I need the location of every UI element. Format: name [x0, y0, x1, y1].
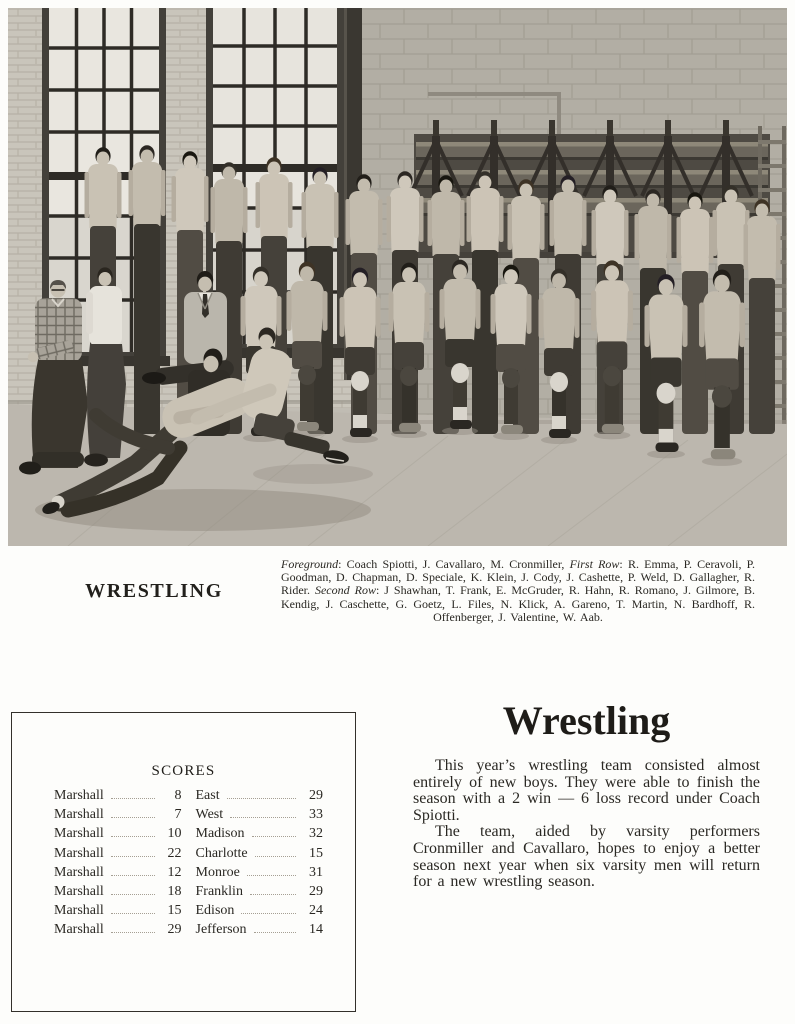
- team-name: Marshall: [54, 826, 104, 842]
- score-pair-right: [196, 901, 324, 920]
- opponent-name: Monroe: [195, 864, 240, 880]
- dotted-leader: [111, 932, 155, 933]
- photo-caption-names: [281, 558, 755, 624]
- dotted-leader: [230, 817, 296, 818]
- team-score: 22: [167, 845, 182, 861]
- dotted-leader: [250, 894, 296, 895]
- dotted-leader: [111, 894, 155, 895]
- dotted-leader: [111, 913, 155, 914]
- opponent-name: Edison: [195, 903, 235, 919]
- dotted-leader: [111, 798, 155, 799]
- team-name: Marshall: [54, 922, 104, 938]
- dotted-leader: [255, 856, 296, 857]
- score-pair-left: [54, 805, 182, 824]
- caption-row-label: Second Row: [314, 583, 376, 598]
- photo-caption-title: WRESTLING: [85, 580, 223, 602]
- team-name: Marshall: [54, 884, 104, 900]
- caption-names-text: : J Shawhan, T. Frank, E. McGruder, R. Hahn, R. Romano, J. Gilmore, B. Kendig, J. Caschette, G. Goetz, L. Files, N. Klick, A. Gareno, T. Martin, N. Bardhoff, R. Offenberger, J. Valentine, W. Aab.: [281, 583, 756, 624]
- caption-names-text: : Coach Spiotti, J. Cavallaro, M. Cronmiller,: [338, 557, 570, 571]
- team-name: Marshall: [54, 845, 104, 861]
- score-pair-left: [54, 920, 182, 939]
- team-name: Marshall: [54, 903, 104, 919]
- score-row: [12, 786, 355, 805]
- opponent-score: 32: [309, 826, 323, 842]
- team-score: 7: [174, 807, 182, 823]
- score-pair-left: [54, 863, 182, 882]
- dotted-leader: [252, 836, 297, 837]
- score-row: [12, 901, 355, 920]
- standing-wrestler-figure: [744, 199, 781, 434]
- team-score: 15: [167, 903, 182, 919]
- caption-names-text: : R. Emma, P. Ceravoli, P. Goodman, D. Chapman, D. Speciale, K. Klein, J. Cody, J. Cashette, P. Weld, D. Gallagher, R. Rider.: [281, 557, 756, 598]
- score-pair-right: [196, 882, 324, 901]
- team-name: Marshall: [54, 864, 104, 880]
- score-pair-left: [54, 844, 182, 863]
- team-score: 8: [174, 788, 182, 803]
- score-pair-right: [196, 844, 324, 863]
- team-name: Marshall: [54, 788, 104, 803]
- opponent-name: West: [195, 807, 224, 823]
- dotted-leader: [111, 836, 155, 837]
- dotted-leader: [111, 817, 155, 818]
- article-title: Wrestling: [502, 698, 671, 743]
- dotted-leader: [254, 932, 296, 933]
- team-score: 29: [167, 922, 182, 938]
- team-score: 12: [167, 864, 182, 880]
- score-row: [12, 824, 355, 843]
- dotted-leader: [241, 913, 296, 914]
- dotted-leader: [111, 856, 155, 857]
- caption-row-label: First Row: [569, 557, 620, 571]
- score-pair-right: [196, 824, 324, 843]
- team-score: 10: [167, 826, 182, 842]
- team-score: 18: [167, 884, 182, 900]
- standing-wrestler-figure: [129, 145, 166, 434]
- opponent-score: 31: [309, 864, 323, 880]
- score-row: [12, 844, 355, 863]
- score-row: [12, 920, 355, 939]
- score-pair-left: [54, 824, 182, 843]
- opponent-score: 29: [309, 788, 323, 803]
- dotted-leader: [247, 875, 296, 876]
- score-pair-left: [54, 786, 182, 805]
- opponent-score: 33: [309, 807, 323, 823]
- scores-box: [11, 712, 356, 1012]
- opponent-score: 24: [309, 903, 323, 919]
- opponent-name: Charlotte: [195, 845, 248, 861]
- score-row: [12, 863, 355, 882]
- score-pair-left: [54, 901, 182, 920]
- score-pair-right: [196, 786, 324, 805]
- caption-row-label: Foreground: [281, 557, 339, 571]
- opponent-score: 29: [309, 884, 323, 900]
- score-pair-right: [196, 920, 324, 939]
- opponent-name: Madison: [195, 826, 245, 842]
- team-name: Marshall: [54, 807, 104, 823]
- score-pair-right: [196, 805, 324, 824]
- article-paragraph: This year’s wrestling team consisted almost entirely of new boys. They were able to finish the season with a 2 win — 6 loss record under Coach Spiotti.: [413, 757, 760, 824]
- opponent-name: Jefferson: [195, 922, 247, 938]
- opponent-name: Franklin: [195, 884, 243, 900]
- scores-table: [12, 786, 355, 940]
- score-row: [12, 805, 355, 824]
- opponent-score: 14: [309, 922, 323, 938]
- score-pair-left: [54, 882, 182, 901]
- opponent-score: 15: [309, 845, 323, 861]
- article-paragraph: The team, aided by varsity performers Cronmiller and Cavallaro, hopes to enjoy a better season next year when six varsity men will return for a new wrestling season.: [413, 823, 760, 891]
- dotted-leader: [227, 798, 296, 799]
- dotted-leader: [111, 875, 155, 876]
- team-photo-illustration: [8, 8, 787, 546]
- team-photo: [8, 8, 787, 546]
- opponent-name: East: [195, 788, 220, 803]
- article-column: [413, 698, 760, 891]
- scores-title: SCORES: [151, 763, 216, 779]
- score-row: [12, 882, 355, 901]
- score-pair-right: [196, 863, 324, 882]
